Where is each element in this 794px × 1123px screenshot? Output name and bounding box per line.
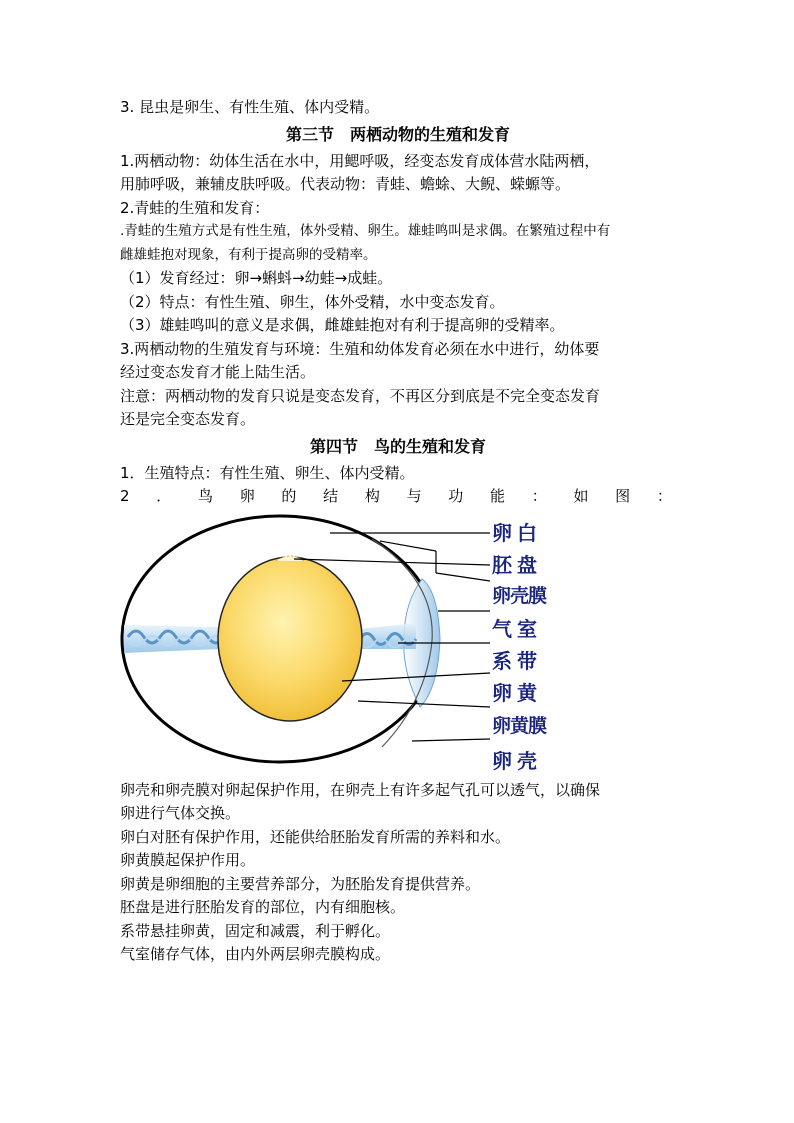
egg-structure-diagram: [120, 511, 680, 773]
spread-char: 能: [490, 487, 506, 505]
egg-function-text-block: [120, 779, 676, 967]
spread-char: 如: [573, 487, 589, 505]
document-page: [120, 96, 676, 967]
section-heading-amphibians: 第三节 两栖动物的生殖和发育: [285, 124, 510, 144]
spread-char: ：: [656, 487, 672, 505]
label-egg-white: 卵白: [492, 520, 542, 545]
text-line: （1）发育经过：卵→蝌蚪→幼蛙→成蛙。: [120, 269, 393, 287]
text-line: 用肺呼吸，兼辅皮肤呼吸。代表动物：青蛙、蟾蜍、大鲵、蝾螈等。: [120, 175, 571, 193]
label-yolk: 卵黄: [492, 680, 542, 705]
text-line: 卵黄是卵细胞的主要营养部分，为胚胎发育提供营养。: [120, 874, 481, 893]
text-line: 卵黄膜起保护作用。: [120, 851, 256, 869]
text-line: 注意：两栖动物的发育只说是变态发育，不再区分到底是不完全变态发育: [120, 386, 601, 405]
text-line: （3）雄蛙鸣叫的意义是求偶，雌雄蛙抱对有利于提高卵的受精率。: [120, 316, 565, 334]
label-chalaza: 系带: [492, 648, 542, 673]
yolk: [218, 557, 362, 721]
spread-char: 结: [323, 487, 339, 505]
left-chalaza: [124, 625, 224, 653]
text-line: 还是完全变态发育。: [120, 410, 256, 428]
text-line: 2.青蛙的生殖和发育：: [120, 198, 270, 217]
label-germinal-disc: 胚盘: [492, 552, 542, 577]
spread-char: 卵: [239, 487, 255, 505]
label-shell-membrane: 卵壳膜: [492, 584, 547, 607]
spread-char: 图: [615, 487, 631, 505]
text-line: .青蛙的生殖方式是有性生殖，体外受精、卵生。雄蛙鸣叫是求偶。在繁殖过程中有: [120, 223, 611, 239]
text-line: （2）特点：有性生殖、卵生，体外受精，水中变态发育。: [120, 292, 505, 311]
text-line: 1.两栖动物：幼体生活在水中，用鳃呼吸，经变态发育成体营水陆两栖，: [120, 151, 600, 170]
label-yolk-membrane: 卵黄膜: [492, 714, 547, 737]
egg-structure-line: [120, 485, 676, 509]
amphibian-text-block: [120, 150, 676, 432]
spread-char: 鸟: [197, 487, 213, 505]
text-line: 系带悬挂卵黄，固定和减震，利于孵化。: [120, 921, 391, 940]
section-heading-birds: 第四节 鸟的生殖和发育: [309, 436, 486, 456]
text-line: 气室储存气体，由内外两层卵壳膜构成。: [120, 945, 391, 963]
text-line: 卵壳和卵壳膜对卵起保护作用，在卵壳上有许多起气孔可以透气，以确保: [120, 780, 601, 799]
text-line: 胚盘是进行胚胎发育的部位，内有细胞核。: [120, 898, 406, 916]
insect-reproduction-line: 3. 昆虫是卵生、有性生殖、体内受精。: [120, 98, 380, 116]
spread-char: ．: [156, 487, 172, 505]
text-line: 雌雄蛙抱对现象，有利于提高卵的受精率。: [120, 246, 377, 263]
egg-diagram-svg: [120, 511, 680, 773]
spread-char: ：: [531, 487, 547, 505]
text-line: 卵进行气体交换。: [120, 804, 241, 822]
bird-reproduction-line: 1．生殖特点：有性生殖、卵生、体内受精。: [120, 463, 415, 482]
spread-char: 与: [406, 487, 422, 505]
spread-char: 功: [448, 487, 464, 505]
label-air-cell: 气室: [492, 616, 542, 641]
text-line: 卵白对胚有保护作用，还能供给胚胎发育所需的养料和水。: [120, 827, 511, 846]
text-line: 经过变态发育才能上陆生活。: [120, 363, 316, 381]
text-line: 3.两栖动物的生殖发育与环境：生殖和幼体发育必须在水中进行，幼体要: [120, 339, 600, 358]
spread-char: 的: [281, 487, 297, 505]
label-shell: 卵壳: [492, 748, 542, 773]
spread-char: 2: [120, 487, 130, 505]
spread-char: 构: [364, 487, 380, 505]
